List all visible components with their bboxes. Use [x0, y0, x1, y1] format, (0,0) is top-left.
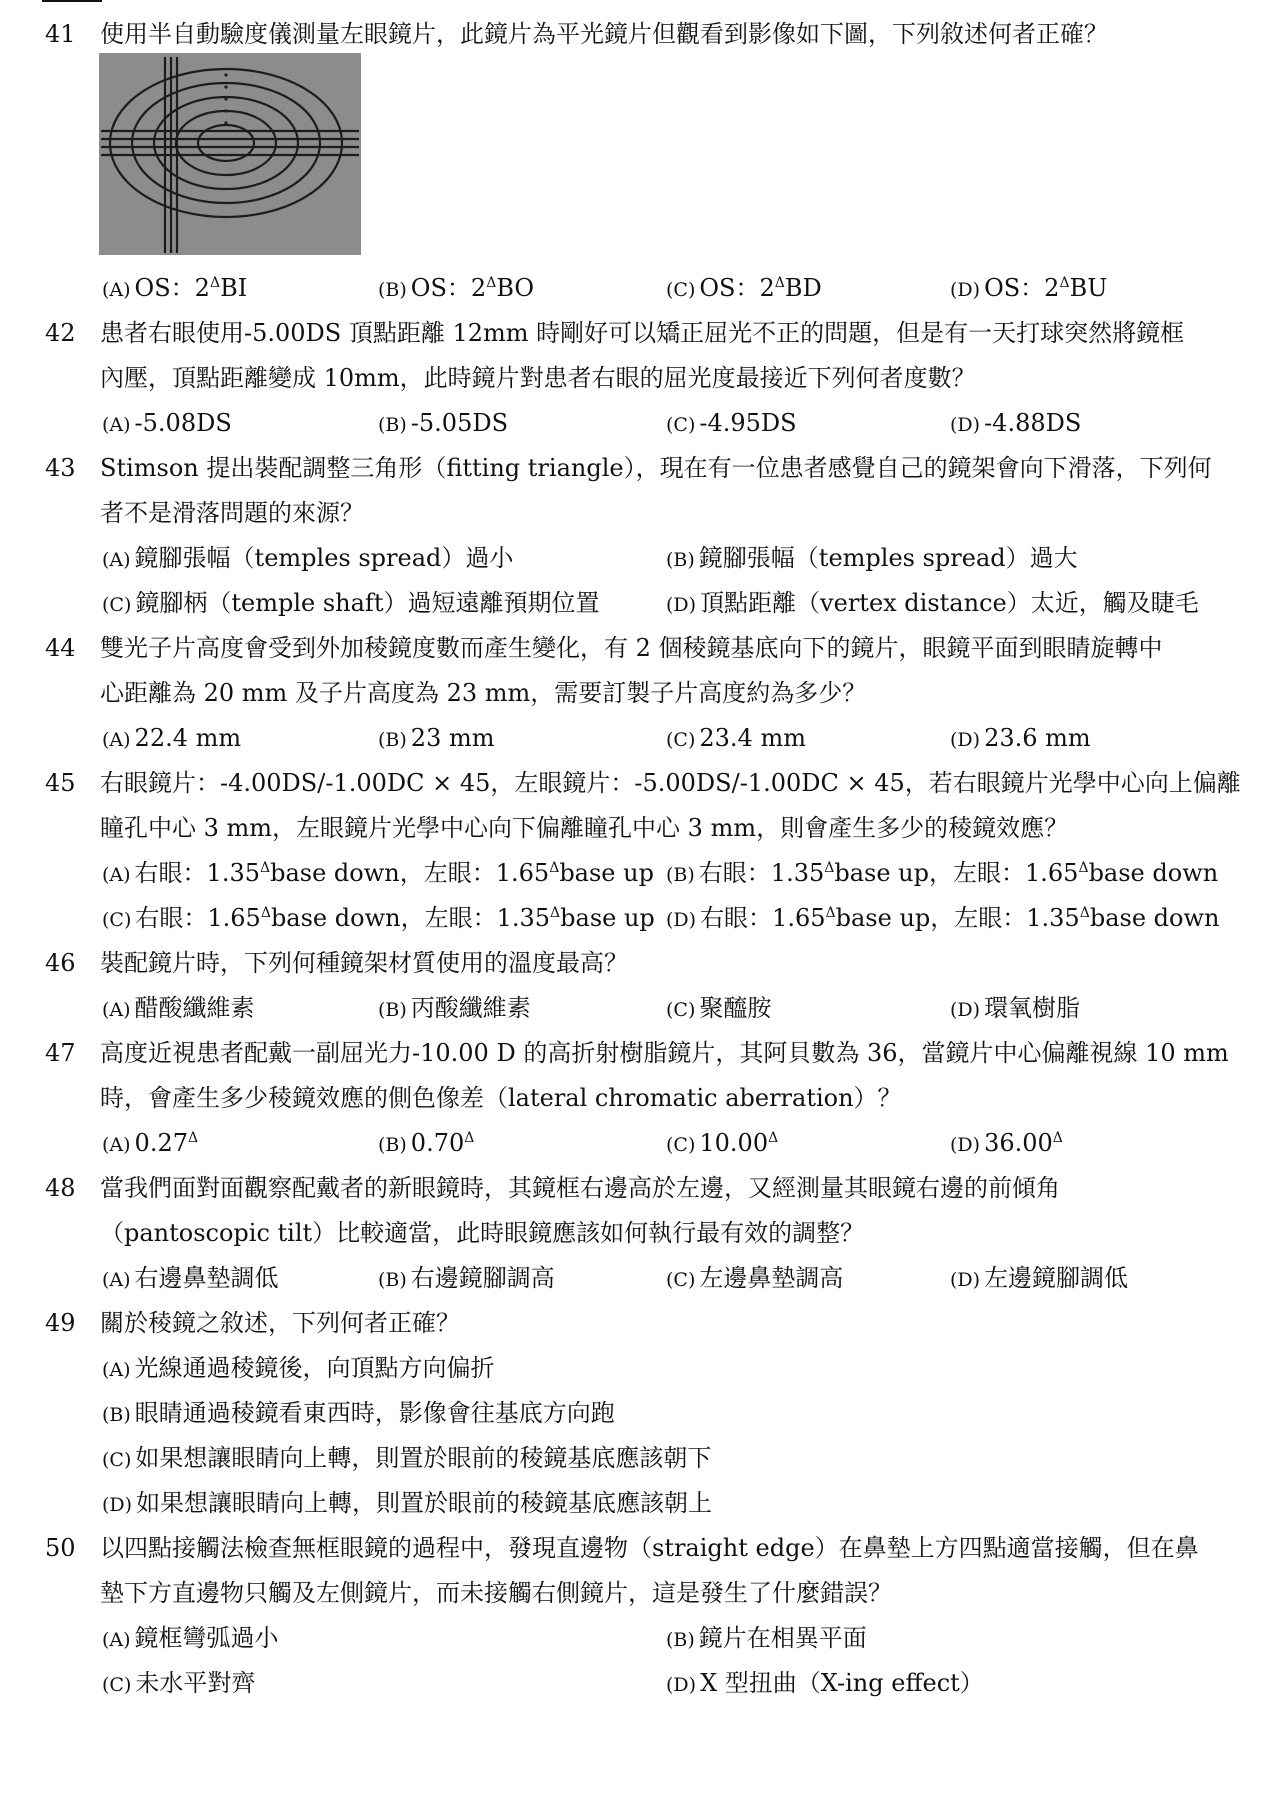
question-text: 關於稜鏡之敘述，下列何者正確？ [100, 1309, 460, 1337]
question-number: 43 [45, 454, 76, 482]
question-text: 雙光子片高度會受到外加稜鏡度數而產生變化，有 2 個稜鏡基底向下的鏡片，眼鏡平面到眼睛旋轉中 [100, 634, 1163, 662]
option-d[interactable]: (D) 環氧樹脂 [950, 994, 1081, 1022]
option-a[interactable]: (A) 鏡腳張幅（temples spread）過小 [102, 544, 514, 572]
question-text-cont: 內壓，頂點距離變成 10mm，此時鏡片對患者右眼的屈光度最接近下列何者度數？ [100, 364, 976, 392]
option-b[interactable]: (B) 眼睛通過稜鏡看東西時，影像會往基底方向跑 [102, 1399, 615, 1427]
option-a[interactable]: (A) 鏡框彎弧過小 [102, 1624, 279, 1652]
question-number: 44 [45, 634, 76, 662]
option-a[interactable]: (A) 右眼：$1.35^\Delta base$ down，左眼：$1.65^\Delta base$ up [102, 859, 654, 887]
option-b[interactable]: (B) OS：$2^\Delta BO$ [378, 274, 535, 302]
option-c[interactable]: (C) 聚醯胺 [666, 994, 772, 1022]
option-a[interactable]: (A) OS：$2^\Delta BI$ [102, 274, 248, 302]
option-b[interactable]: (B) $0.70^\Delta$ [378, 1129, 475, 1157]
option-b[interactable]: (B) 右眼：$1.35^\Delta base$ up，左眼：$1.65^\Delta base$ down [666, 859, 1219, 887]
option-a[interactable]: (A) 光線通過稜鏡後，向頂點方向偏折 [102, 1354, 495, 1382]
question-text-cont: 瞳孔中心 3 mm，左眼鏡片光學中心向下偏離瞳孔中心 3 mm，則會產生多少的稜鏡效應？ [100, 814, 1069, 842]
option-c[interactable]: (C) OS：$2^\Delta BD$ [666, 274, 822, 302]
option-c[interactable]: (C) $10.00^\Delta$ [666, 1129, 779, 1157]
question-text: 高度近視患者配戴一副屈光力-10.00 D 的高折射樹脂鏡片，其阿貝數為 36，當鏡片中心偏離視線 10 mm [100, 1039, 1229, 1067]
option-b[interactable]: (B) 23 mm [378, 724, 495, 752]
option-a[interactable]: (A) $0.27^\Delta$ [102, 1129, 199, 1157]
header-rule [42, 0, 102, 2]
option-c[interactable]: (C) -4.95DS [666, 409, 797, 437]
question-text-cont: 時，會產生多少稜鏡效應的側色像差（lateral chromatic aberration）？ [100, 1084, 902, 1112]
question-text: 當我們面對面觀察配戴者的新眼鏡時，其鏡框右邊高於左邊，又經測量其眼鏡右邊的前傾角 [100, 1174, 1060, 1202]
question-number: 48 [45, 1174, 76, 1202]
option-c[interactable]: (C) 鏡腳柄（temple shaft）過短遠離預期位置 [102, 589, 600, 617]
option-d[interactable]: (D) 左邊鏡腳調低 [950, 1264, 1129, 1292]
option-d[interactable]: (D) 如果想讓眼睛向上轉，則置於眼前的稜鏡基底應該朝上 [102, 1489, 713, 1517]
option-b[interactable]: (B) -5.05DS [378, 409, 509, 437]
option-a[interactable]: (A) 右邊鼻墊調低 [102, 1264, 279, 1292]
question-number: 46 [45, 949, 76, 977]
question-text: 以四點接觸法檢查無框眼鏡的過程中，發現直邊物（straight edge）在鼻墊上方四點適當接觸，但在鼻 [100, 1534, 1199, 1562]
option-c[interactable]: (C) 未水平對齊 [102, 1669, 256, 1697]
question-text-cont: （pantoscopic tilt）比較適當，此時眼鏡應該如何執行最有效的調整？ [100, 1219, 865, 1247]
question-text: 患者右眼使用-5.00DS 頂點距離 12mm 時剛好可以矯正屈光不正的問題，但是有一天打球突然將鏡框 [100, 319, 1185, 347]
option-b[interactable]: (B) 右邊鏡腳調高 [378, 1264, 555, 1292]
option-d[interactable]: (D) -4.88DS [950, 409, 1082, 437]
question-number: 41 [45, 20, 76, 48]
question-text-cont: 心距離為 20 mm 及子片高度為 23 mm，需要訂製子片高度約為多少？ [100, 679, 867, 707]
option-a[interactable]: (A) 22.4 mm [102, 724, 242, 752]
option-d[interactable]: (D) $36.00^\Delta$ [950, 1129, 1063, 1157]
question-text: Stimson 提出裝配調整三角形（fitting triangle），現在有一位患者感覺自己的鏡架會向下滑落，下列何 [100, 454, 1212, 482]
option-c[interactable]: (C) 23.4 mm [666, 724, 806, 752]
option-d[interactable]: (D) 23.6 mm [950, 724, 1091, 752]
option-d[interactable]: (D) X 型扭曲（X-ing effect） [666, 1669, 984, 1697]
option-a[interactable]: (A) 醋酸纖維素 [102, 994, 255, 1022]
question-number: 47 [45, 1039, 76, 1067]
option-d[interactable]: (D) OS：$2^\Delta BU$ [950, 274, 1108, 302]
option-b[interactable]: (B) 鏡片在相異平面 [666, 1624, 867, 1652]
option-d[interactable]: (D) 頂點距離（vertex distance）太近，觸及睫毛 [666, 589, 1199, 617]
option-d[interactable]: (D) 右眼：$1.65^\Delta base$ up，左眼：$1.35^\Delta base$ down [666, 904, 1220, 932]
question-number: 42 [45, 319, 76, 347]
option-b[interactable]: (B) 鏡腳張幅（temples spread）過大 [666, 544, 1078, 572]
option-c[interactable]: (C) 如果想讓眼睛向上轉，則置於眼前的稜鏡基底應該朝下 [102, 1444, 712, 1472]
option-c[interactable]: (C) 左邊鼻墊調高 [666, 1264, 844, 1292]
lensmeter-rings-figure [99, 53, 361, 255]
question-number: 45 [45, 769, 76, 797]
option-b[interactable]: (B) 丙酸纖維素 [378, 994, 531, 1022]
question-text: 裝配鏡片時，下列何種鏡架材質使用的溫度最高？ [100, 949, 628, 977]
option-a[interactable]: (A) -5.08DS [102, 409, 232, 437]
question-text-cont: 墊下方直邊物只觸及左側鏡片，而未接觸右側鏡片，這是發生了什麼錯誤？ [100, 1579, 892, 1607]
question-text: 使用半自動驗度儀測量左眼鏡片，此鏡片為平光鏡片但觀看到影像如下圖，下列敘述何者正確？ [100, 20, 1108, 48]
lensmeter-target-image [99, 53, 361, 255]
question-text: 右眼鏡片：-4.00DS/-1.00DC × 45，左眼鏡片：-5.00DS/-1.00DC × 45，若右眼鏡片光學中心向上偏離 [100, 769, 1241, 797]
question-number: 49 [45, 1309, 76, 1337]
question-number: 50 [45, 1534, 76, 1562]
question-text-cont: 者不是滑落問題的來源？ [100, 499, 364, 527]
option-c[interactable]: (C) 右眼：$1.65^\Delta base$ down，左眼：$1.35^\Delta base$ up [102, 904, 655, 932]
